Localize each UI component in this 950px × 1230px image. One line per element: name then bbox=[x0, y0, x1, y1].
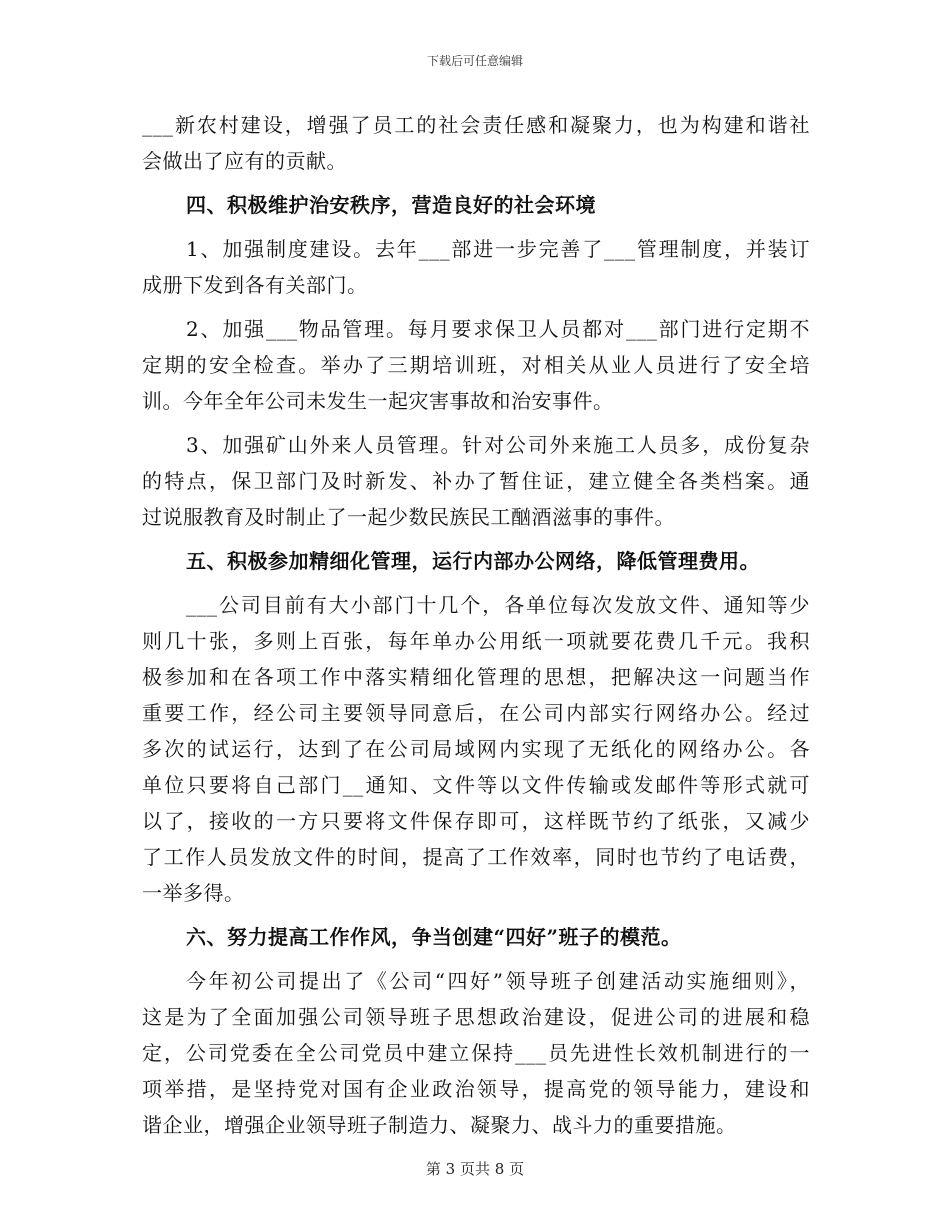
text-line: 谐企业，增强企业领导班子制造力、凝聚力、战斗力的重要措施。 bbox=[142, 1113, 737, 1137]
text-line: 四、积极维护治安秩序，营造良好的社会环境 bbox=[186, 193, 596, 217]
text-line: 今年初公司提出了《公司“四好”领导班子创建活动实施细则》， bbox=[186, 969, 810, 993]
text-line: 成册下发到各有关部门。 bbox=[142, 273, 368, 297]
text-line: 过说服教育及时制止了一起少数民族民工酗酒滋事的事件。 bbox=[142, 505, 675, 529]
text-line: 以了，接收的一方只要将文件保存即可，这样既节约了纸张，又减少 bbox=[142, 809, 810, 833]
text-line: 重要工作，经公司主要领导同意后，在公司内部实行网络办公。经过 bbox=[142, 701, 810, 725]
paragraph bbox=[142, 107, 810, 179]
text-line: 多次的试运行，达到了在公司局域网内实现了无纸化的网络办公。各 bbox=[142, 737, 810, 761]
text-line: 1、加强制度建设。去年___部进一步完善了___管理制度，并装订 bbox=[186, 237, 810, 261]
section-heading bbox=[142, 919, 810, 955]
text-line: 的特点，保卫部门及时新发、补办了暂住证，建立健全各类档案。通 bbox=[142, 469, 810, 493]
paragraph bbox=[142, 587, 810, 911]
section-heading bbox=[142, 543, 810, 579]
text-line: ___公司目前有大小部门十几个，各单位每次发放文件、通知等少 bbox=[186, 593, 810, 617]
text-line: 六、努力提高工作作风，争当创建“四好”班子的模范。 bbox=[186, 925, 682, 949]
paragraph bbox=[142, 311, 810, 419]
text-line: 一举多得。 bbox=[142, 881, 245, 905]
text-line: 项举措，是坚持党对国有企业政治领导，提高党的领导能力，建设和 bbox=[142, 1077, 810, 1101]
text-line: 这是为了全面加强公司领导班子思想政治建设，促进公司的进展和稳 bbox=[142, 1005, 810, 1029]
paragraph bbox=[142, 231, 810, 303]
document-body bbox=[142, 107, 810, 1151]
page-header-note: 下载后可任意编辑 bbox=[426, 54, 523, 68]
text-line: 定，公司党委在全公司党员中建立保持___员先进性长效机制进行的一 bbox=[142, 1041, 810, 1065]
paragraph bbox=[142, 963, 810, 1143]
text-line: 五、积极参加精细化管理，运行内部办公网络，降低管理费用。 bbox=[186, 549, 760, 573]
text-line: 则几十张，多则上百张，每年单办公用纸一项就要花费几千元。我积 bbox=[142, 629, 810, 653]
text-line: 2、加强___物品管理。每月要求保卫人员都对___部门进行定期不 bbox=[186, 317, 810, 341]
text-line: 了工作人员发放文件的时间，提高了工作效率，同时也节约了电话费， bbox=[142, 845, 810, 869]
text-line: 会做出了应有的贡献。 bbox=[142, 149, 347, 173]
text-line: 3、加强矿山外来人员管理。针对公司外来施工人员多，成份复杂 bbox=[186, 433, 810, 457]
paragraph bbox=[142, 427, 810, 535]
section-heading bbox=[142, 187, 810, 223]
text-line: ___新农村建设，增强了员工的社会责任感和凝聚力，也为构建和谐社 bbox=[142, 113, 810, 137]
text-line: 定期的安全检查。举办了三期培训班，对相关从业人员进行了安全培 bbox=[142, 353, 810, 377]
text-line: 训。今年全年公司未发生一起灾害事故和治安事件。 bbox=[142, 389, 614, 413]
text-line: 单位只要将自己部门__通知、文件等以文件传输或发邮件等形式就可 bbox=[142, 773, 810, 797]
page-number-footer: 第 3 页共 8 页 bbox=[425, 1160, 525, 1178]
text-line: 极参加和在各项工作中落实精细化管理的思想，把解决这一问题当作 bbox=[142, 665, 810, 689]
